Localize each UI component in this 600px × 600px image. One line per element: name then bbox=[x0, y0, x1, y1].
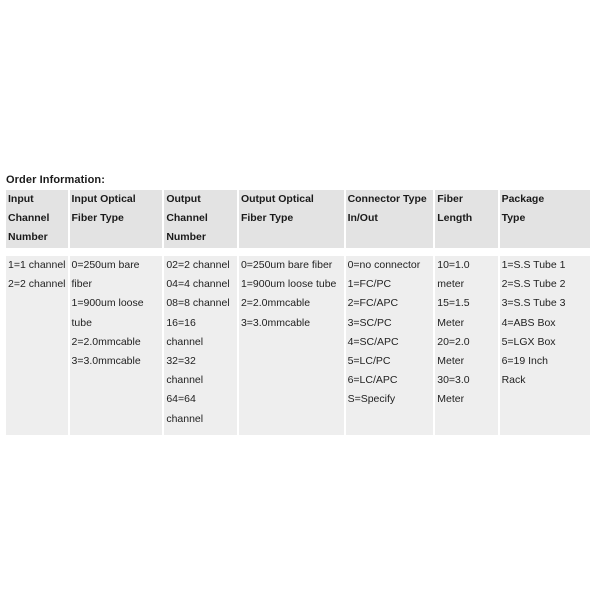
cell-fiber-length bbox=[435, 256, 497, 435]
cell-output-optical-fiber-type bbox=[239, 256, 344, 435]
header-line: Fiber Type bbox=[71, 212, 124, 225]
cell-line: 1=FC/PC bbox=[347, 278, 392, 291]
cell-input-channel-number bbox=[6, 256, 68, 435]
cell-line: 32=32 bbox=[166, 355, 196, 368]
cell-line: 10=1.0 bbox=[437, 259, 470, 271]
cell-line: 2=FC/APC bbox=[347, 297, 399, 310]
cell-line: 15=1.5 bbox=[437, 297, 470, 310]
header-output-channel-number bbox=[164, 190, 237, 248]
header-package-type bbox=[500, 190, 590, 248]
header-line: Fiber bbox=[437, 193, 463, 205]
cell-line: 1=S.S Tube 1 bbox=[501, 259, 566, 271]
header-line: Type bbox=[501, 212, 526, 225]
cell-line: 4=SC/APC bbox=[347, 335, 399, 348]
cell-line: 6=19 Inch bbox=[501, 355, 548, 368]
cell-line: Meter bbox=[437, 316, 465, 329]
cell-line: channel bbox=[166, 335, 204, 348]
cell-line: 04=4 channel bbox=[166, 278, 230, 291]
cell-line: Meter bbox=[437, 393, 465, 406]
cell-line: meter bbox=[437, 278, 465, 291]
order-information-table bbox=[4, 190, 592, 435]
header-line: Output bbox=[166, 193, 201, 205]
header-line: In/Out bbox=[347, 212, 378, 225]
cell-line: 30=3.0 bbox=[437, 374, 470, 387]
cell-line: 1=900um loose tube bbox=[240, 278, 337, 291]
cell-line: 3=SC/PC bbox=[347, 316, 392, 329]
cell-line: 6=LC/APC bbox=[347, 374, 398, 387]
header-input-channel-number bbox=[6, 190, 68, 248]
header-line: Input Optical bbox=[71, 193, 136, 205]
cell-line: 1=900um loose bbox=[71, 297, 144, 310]
cell-line: 5=LC/PC bbox=[347, 355, 391, 368]
header-line: Package bbox=[501, 193, 545, 205]
header-line: Length bbox=[437, 212, 473, 225]
cell-line: channel bbox=[166, 374, 204, 387]
cell-line: 2=2.0mmcable bbox=[71, 335, 141, 348]
cell-line: channel bbox=[166, 412, 204, 425]
order-information-title: Order Information: bbox=[6, 174, 105, 186]
cell-line: Meter bbox=[437, 355, 465, 368]
cell-line: 3=3.0mmcable bbox=[240, 316, 311, 329]
cell-line: Rack bbox=[501, 374, 526, 387]
cell-line: 4=ABS Box bbox=[501, 316, 556, 329]
header-line: Input bbox=[8, 193, 34, 205]
cell-line: 20=2.0 bbox=[437, 335, 470, 348]
cell-input-optical-fiber-type bbox=[70, 256, 163, 435]
cell-line: 1=1 channel bbox=[8, 259, 66, 271]
cell-line: 2=S.S Tube 2 bbox=[501, 278, 566, 291]
cell-line: 3=3.0mmcable bbox=[71, 355, 141, 368]
header-fiber-length bbox=[435, 190, 497, 248]
header-line: Number bbox=[8, 231, 48, 244]
cell-line: 5=LGX Box bbox=[501, 335, 556, 348]
cell-line: 02=2 channel bbox=[166, 259, 230, 271]
cell-line: 2=2 channel bbox=[8, 278, 66, 291]
cell-line: tube bbox=[71, 316, 92, 329]
cell-line: 0=250um bare fiber bbox=[240, 259, 333, 271]
header-connector-type bbox=[346, 190, 434, 248]
cell-output-channel-number bbox=[164, 256, 237, 435]
header-line: Connector Type bbox=[347, 193, 427, 205]
header-line: Fiber Type bbox=[240, 212, 294, 225]
cell-line: S=Specify bbox=[347, 393, 396, 406]
cell-connector-type bbox=[346, 256, 434, 435]
cell-line: 64=64 bbox=[166, 393, 196, 406]
header-line: Number bbox=[166, 231, 206, 244]
table-header-row bbox=[6, 190, 590, 248]
cell-line: 2=2.0mmcable bbox=[240, 297, 311, 310]
table-row bbox=[6, 256, 590, 435]
cell-line: 16=16 bbox=[166, 316, 196, 329]
header-input-optical-fiber-type bbox=[70, 190, 163, 248]
cell-line: 3=S.S Tube 3 bbox=[501, 297, 566, 310]
header-line: Channel bbox=[8, 212, 50, 225]
header-output-optical-fiber-type bbox=[239, 190, 344, 248]
header-line: Channel bbox=[166, 212, 208, 225]
cell-line: fiber bbox=[71, 278, 92, 291]
cell-line: 08=8 channel bbox=[166, 297, 230, 310]
cell-line: 0=250um bare bbox=[71, 259, 140, 271]
cell-line: 0=no connector bbox=[347, 259, 421, 271]
cell-package-type bbox=[500, 256, 590, 435]
header-line: Output Optical bbox=[240, 193, 314, 205]
